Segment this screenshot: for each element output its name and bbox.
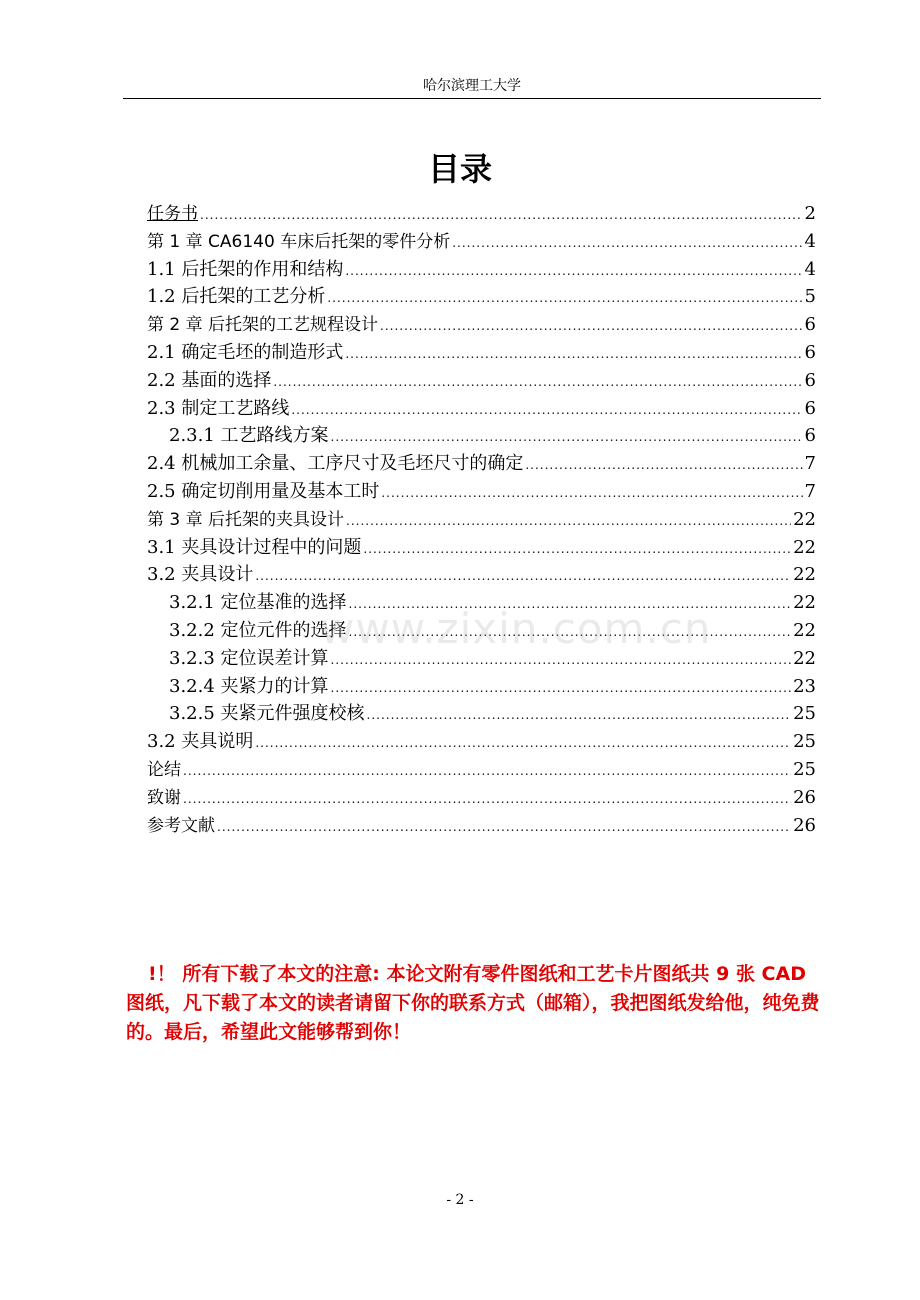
toc-dot-leader bbox=[381, 480, 802, 508]
toc-entry-label: 3.2.1 定位基准的选择 bbox=[169, 592, 347, 614]
toc-entry[interactable] bbox=[147, 534, 816, 562]
toc-entry-page: 6 bbox=[804, 425, 816, 447]
toc-dot-leader bbox=[291, 397, 802, 425]
toc-entry-page: 26 bbox=[793, 814, 816, 836]
toc-entry-page: 22 bbox=[793, 564, 816, 586]
toc-entry-label: 2.5 确定切削用量及基本工时 bbox=[147, 480, 380, 502]
toc-entry-page: 4 bbox=[804, 258, 816, 280]
toc-entry[interactable] bbox=[147, 700, 816, 728]
toc-entry-page: 26 bbox=[793, 786, 816, 808]
toc-entry[interactable] bbox=[147, 756, 816, 784]
toc-entry-page: 6 bbox=[804, 397, 816, 419]
toc-entry[interactable] bbox=[147, 311, 816, 339]
toc-entry-page: 2 bbox=[804, 203, 816, 224]
toc-dot-leader bbox=[346, 508, 791, 536]
toc-entry-page: 22 bbox=[793, 647, 816, 669]
toc-entry[interactable] bbox=[147, 200, 816, 228]
toc-dot-leader bbox=[255, 730, 791, 758]
toc-entry-label: 致谢 bbox=[147, 787, 181, 808]
toc-entry-page: 4 bbox=[804, 230, 816, 252]
toc-entry-page: 6 bbox=[804, 369, 816, 391]
toc-entry[interactable] bbox=[147, 478, 816, 506]
toc-entry-label: 2.3.1 工艺路线方案 bbox=[169, 425, 329, 447]
header-rule bbox=[123, 98, 821, 99]
toc-entry[interactable] bbox=[147, 728, 816, 756]
toc-entry[interactable] bbox=[147, 228, 816, 256]
toc-entry-page: 6 bbox=[804, 314, 816, 336]
toc-entry-label: 3.1 夹具设计过程中的问题 bbox=[147, 536, 362, 558]
toc-entry-label: 3.2 夹具设计 bbox=[147, 564, 254, 586]
toc-entry-page: 25 bbox=[793, 703, 816, 725]
toc-entry-page: 22 bbox=[793, 619, 816, 641]
toc-entry[interactable] bbox=[147, 589, 816, 617]
toc-entry-label: 论结 bbox=[147, 759, 181, 780]
toc-entry-label: 第 1 章 CA6140 车床后托架的零件分析 bbox=[147, 231, 451, 252]
toc-dot-leader bbox=[452, 230, 802, 258]
toc-dot-leader bbox=[331, 675, 792, 703]
toc-entry-label: 1.1 后托架的作用和结构 bbox=[147, 258, 344, 280]
toc-entry-label: 任务书 bbox=[147, 204, 198, 224]
toc-entry-page: 23 bbox=[793, 675, 816, 697]
toc-dot-leader bbox=[255, 563, 791, 591]
page-header: 哈尔滨理工大学 bbox=[423, 78, 521, 94]
toc-entry-label: 3.2.3 定位误差计算 bbox=[169, 647, 329, 669]
toc-entry-page: 25 bbox=[793, 731, 816, 753]
toc-entry[interactable] bbox=[147, 256, 816, 284]
toc-entry[interactable] bbox=[147, 784, 816, 812]
download-notice bbox=[126, 960, 822, 1047]
toc-dot-leader bbox=[273, 369, 802, 397]
toc-entry-page: 5 bbox=[804, 286, 816, 308]
toc-entry-label: 第 2 章 后托架的工艺规程设计 bbox=[147, 315, 379, 336]
toc-dot-leader bbox=[200, 202, 803, 230]
toc-entry[interactable] bbox=[147, 812, 816, 840]
page-number: - 2 - bbox=[446, 1192, 474, 1208]
toc-entry[interactable] bbox=[147, 422, 816, 450]
toc-entry-label: 3.2.4 夹紧力的计算 bbox=[169, 675, 329, 697]
toc-entry[interactable] bbox=[147, 561, 816, 589]
toc-dot-leader bbox=[380, 313, 803, 341]
toc-dot-leader bbox=[331, 424, 803, 452]
toc-dot-leader bbox=[363, 536, 791, 564]
toc-dot-leader bbox=[345, 258, 802, 286]
toc-entry[interactable] bbox=[147, 617, 816, 645]
toc-dot-leader bbox=[349, 619, 792, 647]
toc-entry-page: 22 bbox=[793, 592, 816, 614]
toc-dot-leader bbox=[327, 285, 802, 313]
toc-entry[interactable] bbox=[147, 395, 816, 423]
toc-entry[interactable] bbox=[147, 673, 816, 701]
toc-entry-page: 7 bbox=[804, 453, 816, 475]
toc-entry-page: 25 bbox=[793, 758, 816, 780]
table-of-contents bbox=[147, 200, 816, 839]
page-title: 目录 bbox=[427, 150, 492, 188]
toc-entry-label: 2.4 机械加工余量、工序尺寸及毛坯尺寸的确定 bbox=[147, 453, 524, 475]
toc-dot-leader bbox=[217, 814, 791, 842]
toc-entry[interactable] bbox=[147, 506, 816, 534]
toc-entry-page: 22 bbox=[793, 536, 816, 558]
toc-entry[interactable] bbox=[147, 339, 816, 367]
toc-entry-label: 2.3 制定工艺路线 bbox=[147, 397, 290, 419]
toc-entry-label: 2.1 确定毛坯的制造形式 bbox=[147, 341, 344, 363]
toc-dot-leader bbox=[345, 341, 802, 369]
toc-entry-label: 2.2 基面的选择 bbox=[147, 369, 272, 391]
toc-dot-leader bbox=[183, 758, 791, 786]
toc-dot-leader bbox=[183, 786, 791, 814]
toc-dot-leader bbox=[331, 647, 792, 675]
notice-text: !！ 所有下载了本文的注意: 本论文附有零件图纸和工艺卡片图纸共 9 张 CAD 图纸，凡下载了本文的读者请留下你的联系方式（邮箱），我把图纸发给他，纯免费的。最后，希望此文能够帮到你！ bbox=[126, 963, 820, 1043]
toc-entry-label: 3.2.5 夹紧元件强度校核 bbox=[169, 703, 365, 725]
toc-entry[interactable] bbox=[147, 450, 816, 478]
toc-dot-leader bbox=[367, 702, 792, 730]
watermark: www.zixin.com.cn bbox=[320, 604, 712, 653]
toc-entry-page: 22 bbox=[793, 508, 816, 530]
toc-entry-label: 第 3 章 后托架的夹具设计 bbox=[147, 509, 345, 530]
toc-dot-leader bbox=[525, 452, 802, 480]
toc-entry[interactable] bbox=[147, 367, 816, 395]
toc-entry[interactable] bbox=[147, 283, 816, 311]
toc-entry-label: 参考文献 bbox=[147, 815, 215, 836]
toc-entry-page: 7 bbox=[804, 480, 816, 502]
toc-entry-page: 6 bbox=[804, 341, 816, 363]
toc-entry-label: 1.2 后托架的工艺分析 bbox=[147, 286, 326, 308]
toc-dot-leader bbox=[349, 591, 792, 619]
toc-entry-label: 3.2.2 定位元件的选择 bbox=[169, 619, 347, 641]
toc-entry[interactable] bbox=[147, 645, 816, 673]
toc-entry-label: 3.2 夹具说明 bbox=[147, 731, 254, 753]
